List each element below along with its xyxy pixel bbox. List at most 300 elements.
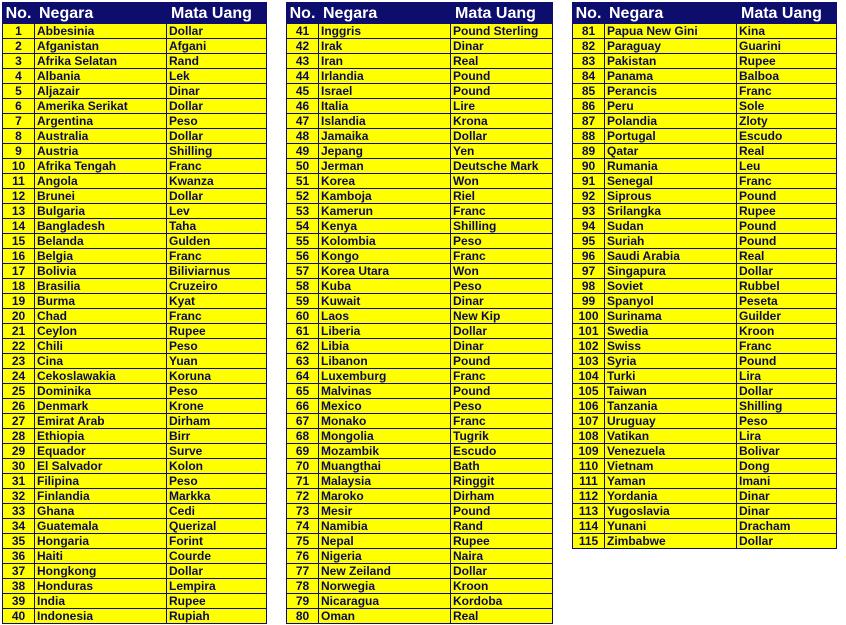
country-name: Jerman	[319, 159, 451, 174]
row-number: 111	[573, 474, 605, 489]
currency-name: Dinar	[451, 294, 553, 309]
table-header-row	[573, 3, 837, 24]
country-name: Nigeria	[319, 549, 451, 564]
table-row	[573, 324, 837, 339]
header-currency: Mata Uang	[737, 3, 837, 24]
country-name: Kuwait	[319, 294, 451, 309]
row-number: 61	[287, 324, 319, 339]
table-row	[287, 309, 553, 324]
table-row	[3, 609, 267, 624]
table-row	[573, 354, 837, 369]
row-number: 78	[287, 579, 319, 594]
country-name: Soviet	[605, 279, 737, 294]
country-name: Korea Utara	[319, 264, 451, 279]
row-number: 96	[573, 249, 605, 264]
table-row	[287, 69, 553, 84]
row-number: 62	[287, 339, 319, 354]
row-number: 19	[3, 294, 35, 309]
currency-name: Dollar	[167, 129, 267, 144]
table-row	[287, 534, 553, 549]
table-row	[287, 189, 553, 204]
country-name: Maroko	[319, 489, 451, 504]
country-name: Uruguay	[605, 414, 737, 429]
table-row	[3, 429, 267, 444]
row-number: 9	[3, 144, 35, 159]
header-country: Negara	[319, 3, 451, 24]
country-name: Denmark	[35, 399, 167, 414]
table-row	[573, 234, 837, 249]
table-row	[3, 144, 267, 159]
table-row	[3, 564, 267, 579]
row-number: 42	[287, 39, 319, 54]
row-number: 74	[287, 519, 319, 534]
row-number: 50	[287, 159, 319, 174]
currency-name: Peso	[167, 474, 267, 489]
row-number: 6	[3, 99, 35, 114]
country-name: Afrika Selatan	[35, 54, 167, 69]
country-name: Syria	[605, 354, 737, 369]
currency-name: Kina	[737, 24, 837, 39]
row-number: 89	[573, 144, 605, 159]
table-row	[287, 159, 553, 174]
row-number: 49	[287, 144, 319, 159]
table-row	[573, 459, 837, 474]
row-number: 20	[3, 309, 35, 324]
country-name: Guatemala	[35, 519, 167, 534]
table-row	[3, 309, 267, 324]
row-number: 64	[287, 369, 319, 384]
table-row	[573, 69, 837, 84]
row-number: 70	[287, 459, 319, 474]
row-number: 44	[287, 69, 319, 84]
row-number: 23	[3, 354, 35, 369]
table-header-row	[287, 3, 553, 24]
table-row	[3, 234, 267, 249]
table-row	[573, 339, 837, 354]
country-name: Yaman	[605, 474, 737, 489]
currency-name: Real	[737, 144, 837, 159]
table-row	[3, 489, 267, 504]
currency-name: Lira	[737, 369, 837, 384]
table-row	[3, 414, 267, 429]
currency-name: Guilder	[737, 309, 837, 324]
row-number: 101	[573, 324, 605, 339]
row-number: 4	[3, 69, 35, 84]
currency-name: Kroon	[737, 324, 837, 339]
currency-name: Sole	[737, 99, 837, 114]
row-number: 12	[3, 189, 35, 204]
country-name: Paraguay	[605, 39, 737, 54]
table-row	[3, 129, 267, 144]
currency-name: Franc	[737, 84, 837, 99]
row-number: 114	[573, 519, 605, 534]
currency-name: Dirham	[167, 414, 267, 429]
currency-name: Pound	[451, 504, 553, 519]
currency-name: Rupee	[451, 534, 553, 549]
currency-name: Rand	[451, 519, 553, 534]
row-number: 87	[573, 114, 605, 129]
table-row	[287, 264, 553, 279]
currency-name: Dinar	[451, 39, 553, 54]
currency-name: Peso	[451, 234, 553, 249]
country-name: Rumania	[605, 159, 737, 174]
country-name: Irak	[319, 39, 451, 54]
row-number: 92	[573, 189, 605, 204]
currency-name: Yuan	[167, 354, 267, 369]
table-row	[573, 129, 837, 144]
currency-name: Real	[451, 54, 553, 69]
country-name: Equador	[35, 444, 167, 459]
currency-name: Rupiah	[167, 609, 267, 624]
row-number: 14	[3, 219, 35, 234]
country-name: Peru	[605, 99, 737, 114]
table-row	[3, 114, 267, 129]
table-row	[3, 174, 267, 189]
currency-name: Won	[451, 174, 553, 189]
table-row	[3, 279, 267, 294]
table-row	[573, 474, 837, 489]
currency-name: Dracham	[737, 519, 837, 534]
currency-name: Peso	[167, 114, 267, 129]
currency-table-3	[572, 2, 837, 549]
table-row	[573, 189, 837, 204]
currency-name: Pound Sterling	[451, 24, 553, 39]
table-row	[3, 249, 267, 264]
country-name: Namibia	[319, 519, 451, 534]
country-name: Srilangka	[605, 204, 737, 219]
row-number: 86	[573, 99, 605, 114]
currency-name: Pound	[451, 69, 553, 84]
row-number: 3	[3, 54, 35, 69]
table-row	[287, 564, 553, 579]
currency-name: Rupee	[737, 54, 837, 69]
row-number: 18	[3, 279, 35, 294]
country-name: New Zeiland	[319, 564, 451, 579]
row-number: 22	[3, 339, 35, 354]
table-row	[573, 429, 837, 444]
country-name: Singapura	[605, 264, 737, 279]
country-name: Abbesinia	[35, 24, 167, 39]
country-name: Cina	[35, 354, 167, 369]
currency-name: Tugrik	[451, 429, 553, 444]
table-row	[573, 99, 837, 114]
table-row	[287, 54, 553, 69]
table-row	[573, 534, 837, 549]
row-number: 110	[573, 459, 605, 474]
country-name: Suriah	[605, 234, 737, 249]
country-name: Australia	[35, 129, 167, 144]
row-number: 31	[3, 474, 35, 489]
table-row	[3, 459, 267, 474]
table-row	[573, 39, 837, 54]
table-row	[287, 24, 553, 39]
table-row	[287, 234, 553, 249]
row-number: 33	[3, 504, 35, 519]
currency-name: New Kip	[451, 309, 553, 324]
table-row	[573, 249, 837, 264]
row-number: 58	[287, 279, 319, 294]
row-number: 100	[573, 309, 605, 324]
currency-name: Escudo	[737, 129, 837, 144]
currency-name: Peso	[451, 279, 553, 294]
country-name: Luxemburg	[319, 369, 451, 384]
row-number: 59	[287, 294, 319, 309]
currency-name: Markka	[167, 489, 267, 504]
country-name: India	[35, 594, 167, 609]
country-name: Yugoslavia	[605, 504, 737, 519]
table-row	[3, 519, 267, 534]
currency-name: Cruzeiro	[167, 279, 267, 294]
currency-name: Pound	[737, 219, 837, 234]
table-row	[287, 609, 553, 624]
currency-name: Rupee	[167, 594, 267, 609]
currency-name: Rand	[167, 54, 267, 69]
table-row	[573, 369, 837, 384]
row-number: 25	[3, 384, 35, 399]
table-row	[287, 249, 553, 264]
currency-name: Deutsche Mark	[451, 159, 553, 174]
currency-name: Pound	[451, 84, 553, 99]
currency-name: Krona	[451, 114, 553, 129]
country-name: Chad	[35, 309, 167, 324]
table-row	[3, 84, 267, 99]
row-number: 40	[3, 609, 35, 624]
country-name: Liberia	[319, 324, 451, 339]
table-row	[287, 39, 553, 54]
row-number: 115	[573, 534, 605, 549]
currency-name: Forint	[167, 534, 267, 549]
row-number: 76	[287, 549, 319, 564]
currency-name: Dollar	[167, 99, 267, 114]
table-row	[573, 414, 837, 429]
currency-name: Real	[737, 249, 837, 264]
row-number: 48	[287, 129, 319, 144]
table-row	[287, 399, 553, 414]
country-name: Jamaika	[319, 129, 451, 144]
currency-name: Cedi	[167, 504, 267, 519]
currency-name: Dollar	[737, 264, 837, 279]
country-name: Swiss	[605, 339, 737, 354]
row-number: 30	[3, 459, 35, 474]
country-name: Nicaragua	[319, 594, 451, 609]
table-row	[287, 114, 553, 129]
country-name: Afganistan	[35, 39, 167, 54]
country-name: Korea	[319, 174, 451, 189]
country-name: Chili	[35, 339, 167, 354]
row-number: 81	[573, 24, 605, 39]
currency-name: Lira	[737, 429, 837, 444]
row-number: 56	[287, 249, 319, 264]
row-number: 103	[573, 354, 605, 369]
row-number: 79	[287, 594, 319, 609]
table-row	[3, 69, 267, 84]
table-row	[573, 519, 837, 534]
table-row	[573, 174, 837, 189]
table-row	[287, 369, 553, 384]
table-row	[3, 594, 267, 609]
country-name: Ethiopia	[35, 429, 167, 444]
currency-name: Kolon	[167, 459, 267, 474]
row-number: 7	[3, 114, 35, 129]
currency-name: Zloty	[737, 114, 837, 129]
table-row	[3, 534, 267, 549]
table-row	[287, 549, 553, 564]
row-number: 73	[287, 504, 319, 519]
table-row	[3, 474, 267, 489]
row-number: 71	[287, 474, 319, 489]
row-number: 60	[287, 309, 319, 324]
currency-name: Rubbel	[737, 279, 837, 294]
table-row	[573, 294, 837, 309]
row-number: 15	[3, 234, 35, 249]
row-number: 28	[3, 429, 35, 444]
currency-name: Afgani	[167, 39, 267, 54]
country-name: Emirat Arab	[35, 414, 167, 429]
table-row	[3, 219, 267, 234]
table-row	[287, 99, 553, 114]
country-name: Nepal	[319, 534, 451, 549]
country-name: Muangthai	[319, 459, 451, 474]
country-name: Haiti	[35, 549, 167, 564]
country-name: Sudan	[605, 219, 737, 234]
currency-name: Real	[451, 609, 553, 624]
country-name: Angola	[35, 174, 167, 189]
table-row	[3, 264, 267, 279]
row-number: 39	[3, 594, 35, 609]
country-name: Tanzania	[605, 399, 737, 414]
country-name: Cekoslawakia	[35, 369, 167, 384]
table-row	[287, 84, 553, 99]
header-no: No.	[287, 3, 319, 24]
country-name: Venezuela	[605, 444, 737, 459]
table-row	[573, 489, 837, 504]
table-row	[3, 369, 267, 384]
table-row	[3, 399, 267, 414]
country-name: Dominika	[35, 384, 167, 399]
country-name: Panama	[605, 69, 737, 84]
row-number: 112	[573, 489, 605, 504]
table-row	[573, 504, 837, 519]
currency-name: Taha	[167, 219, 267, 234]
currency-name: Peso	[167, 384, 267, 399]
row-number: 54	[287, 219, 319, 234]
country-name: Turki	[605, 369, 737, 384]
table-row	[573, 264, 837, 279]
currency-name: Franc	[737, 339, 837, 354]
currency-name: Biliviarnus	[167, 264, 267, 279]
currency-name: Pound	[737, 354, 837, 369]
currency-name: Won	[451, 264, 553, 279]
currency-name: Naira	[451, 549, 553, 564]
country-name: Spanyol	[605, 294, 737, 309]
currency-name: Franc	[451, 204, 553, 219]
table-row	[287, 414, 553, 429]
row-number: 90	[573, 159, 605, 174]
country-name: Finlandia	[35, 489, 167, 504]
country-name: Oman	[319, 609, 451, 624]
header-no: No.	[573, 3, 605, 24]
currency-name: Dinar	[167, 84, 267, 99]
currency-name: Pound	[737, 234, 837, 249]
country-name: Kenya	[319, 219, 451, 234]
currency-name: Franc	[167, 249, 267, 264]
currency-name: Imani	[737, 474, 837, 489]
row-number: 10	[3, 159, 35, 174]
currency-name: Pound	[737, 189, 837, 204]
country-name: Bolivia	[35, 264, 167, 279]
currency-name: Riel	[451, 189, 553, 204]
country-name: Bangladesh	[35, 219, 167, 234]
table-row	[573, 219, 837, 234]
table-row	[3, 444, 267, 459]
row-number: 85	[573, 84, 605, 99]
row-number: 107	[573, 414, 605, 429]
table-row	[287, 324, 553, 339]
currency-name: Franc	[737, 174, 837, 189]
table-row	[287, 174, 553, 189]
currency-name: Dollar	[451, 129, 553, 144]
currency-name: Dinar	[451, 339, 553, 354]
country-name: Zimbabwe	[605, 534, 737, 549]
row-number: 95	[573, 234, 605, 249]
table-row	[573, 144, 837, 159]
country-name: Bulgaria	[35, 204, 167, 219]
currency-name: Krone	[167, 399, 267, 414]
table-row	[3, 504, 267, 519]
table-row	[287, 279, 553, 294]
table-row	[573, 279, 837, 294]
table-row	[573, 399, 837, 414]
country-name: Portugal	[605, 129, 737, 144]
country-name: Yordania	[605, 489, 737, 504]
currency-name: Peseta	[737, 294, 837, 309]
row-number: 53	[287, 204, 319, 219]
country-name: Burma	[35, 294, 167, 309]
row-number: 26	[3, 399, 35, 414]
country-name: Belanda	[35, 234, 167, 249]
currency-name: Franc	[167, 159, 267, 174]
table-row	[287, 519, 553, 534]
table-row	[3, 54, 267, 69]
country-name: Mozambik	[319, 444, 451, 459]
country-name: Vietnam	[605, 459, 737, 474]
currency-name: Dinar	[737, 504, 837, 519]
header-currency: Mata Uang	[451, 3, 553, 24]
row-number: 43	[287, 54, 319, 69]
country-name: Albania	[35, 69, 167, 84]
country-name: Kongo	[319, 249, 451, 264]
table-row	[3, 159, 267, 174]
table-row	[287, 504, 553, 519]
table-row	[3, 189, 267, 204]
currency-table-2	[286, 2, 553, 624]
table-row	[573, 24, 837, 39]
table-row	[3, 99, 267, 114]
country-name: Aljazair	[35, 84, 167, 99]
table-row	[287, 339, 553, 354]
currency-name: Kyat	[167, 294, 267, 309]
header-no: No.	[3, 3, 35, 24]
table-row	[287, 129, 553, 144]
currency-name: Dollar	[451, 564, 553, 579]
country-name: Ghana	[35, 504, 167, 519]
table-row	[573, 309, 837, 324]
table-row	[573, 54, 837, 69]
row-number: 35	[3, 534, 35, 549]
table-row	[287, 429, 553, 444]
row-number: 109	[573, 444, 605, 459]
table-row	[287, 294, 553, 309]
